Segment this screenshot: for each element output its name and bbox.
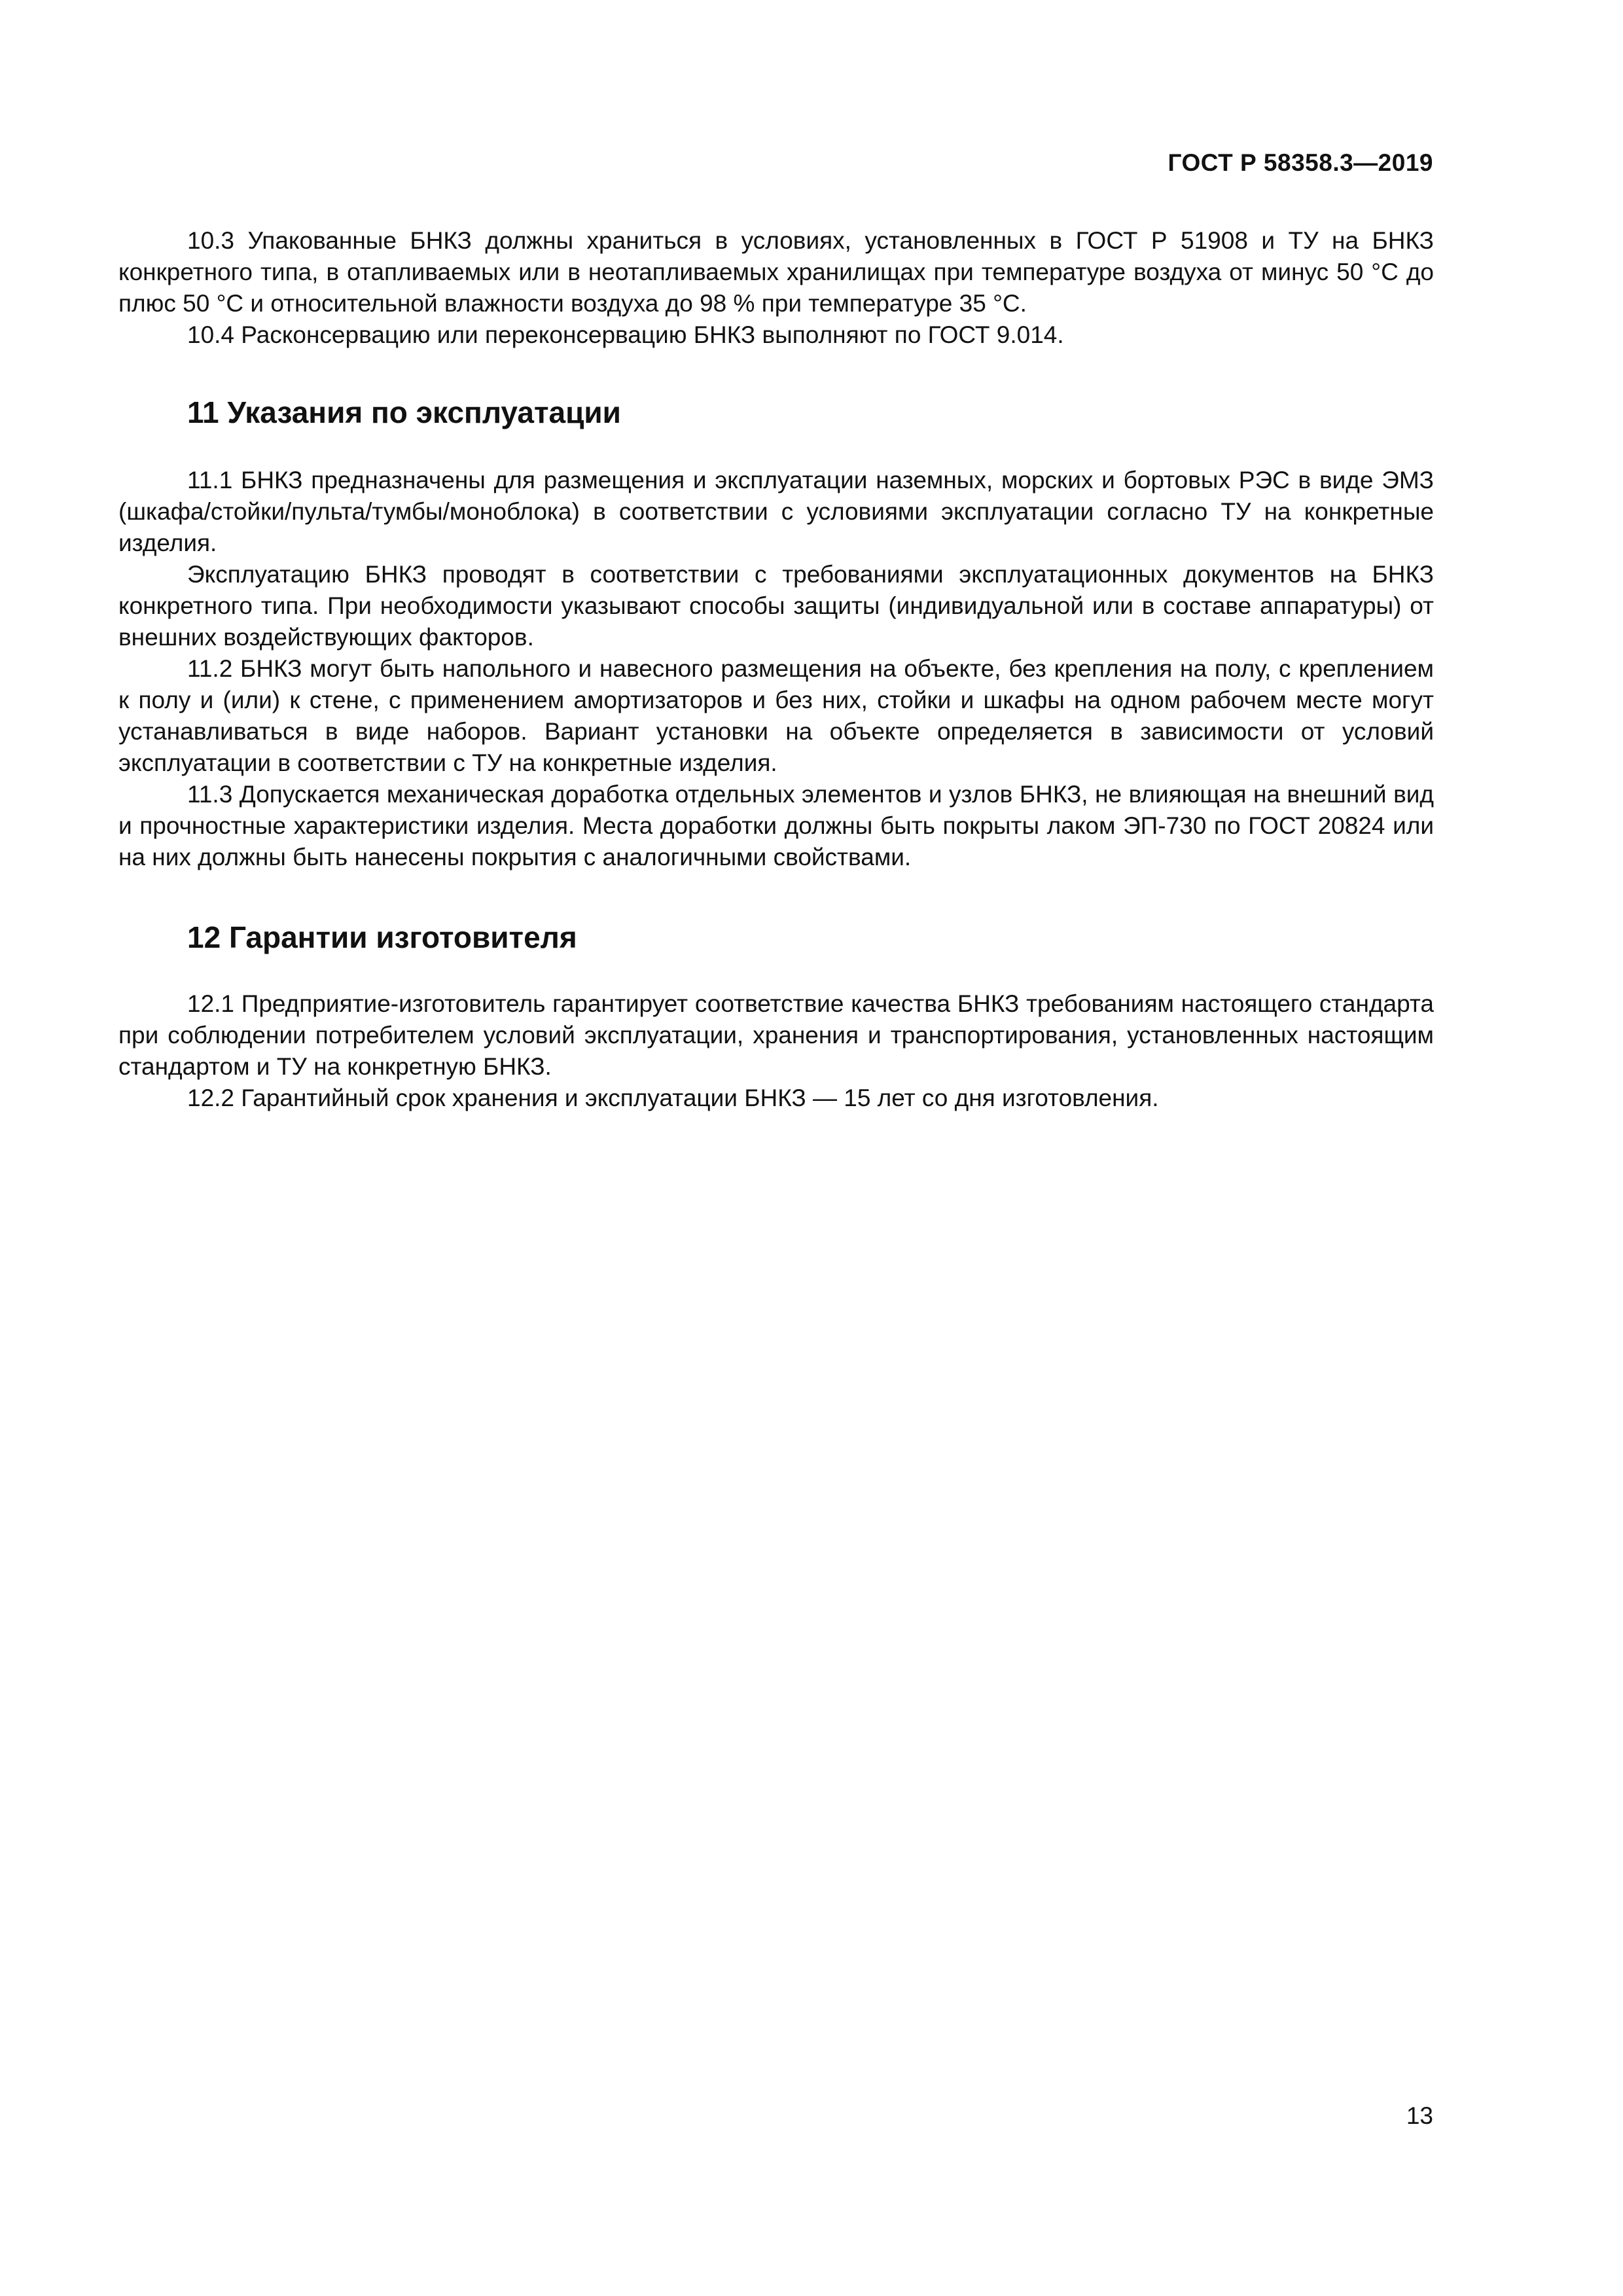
paragraph-11-3: 11.3 Допускается механическая доработка отдельных элементов и узлов БНКЗ, не влияющая на внешний вид и прочностные характеристики изделия. Места доработки должны быть покрыты лаком ЭП-730 по ГОСТ 20824 или на них должны быть нанесены покрытия с аналогичными свойствами.: [118, 781, 1434, 870]
paragraph-12-1: 12.1 Предприятие-изготовитель гарантирует соответствие качества БНКЗ требованиям настоящего стандарта при соблюдении потребителем условий эксплуатации, хранения и транспортирования, установленных настоящим стандартом и ТУ на конкретную БНКЗ.: [118, 990, 1434, 1080]
paragraph-10-3: 10.3 Упакованные БНКЗ должны храниться в условиях, установленных в ГОСТ Р 51908 и ТУ на БНКЗ конкретного типа, в отапливаемых или в неотапливаемых хранилищах при температуре воздуха от минус 50 °С до плюс 50 °С и относительной влажности воздуха до 98 % при температуре 35 °С.: [118, 227, 1434, 317]
page-number: 13: [1406, 2102, 1433, 2129]
section-12-heading: 12 Гарантии изготовителя: [187, 920, 577, 954]
paragraph-11-1: 11.1 БНКЗ предназначены для размещения и эксплуатации наземных, морских и бортовых РЭС в виде ЭМЗ (шкафа/стойки/пульта/тумбы/моноблока) в соответствии с условиями эксплуатации согласно ТУ на конкретные изделия.: [118, 467, 1434, 556]
document-body: [118, 225, 1434, 1114]
paragraph-11-1-continued: Эксплуатацию БНКЗ проводят в соответствии с требованиями эксплуатационных документов на БНКЗ конкретного типа. При необходимости указывают способы защиты (индивидуальной или в составе аппаратуры) от внешних воздействующих факторов.: [118, 561, 1434, 651]
section-11-heading: 11 Указания по эксплуатации: [187, 395, 621, 429]
paragraph-11-2: 11.2 БНКЗ могут быть напольного и навесного размещения на объекте, без крепления на полу, с креплением к полу и (или) к стене, с применением амортизаторов и без них, стойки и шкафы на одном рабочем месте могут устанавливаться в виде наборов. Вариант установки на объекте определяется в зависимости от условий эксплуатации в соответствии с ТУ на конкретные изделия.: [118, 655, 1434, 776]
paragraph-10-4: 10.4 Расконсервацию или переконсервацию БНКЗ выполняют по ГОСТ 9.014.: [187, 321, 1064, 348]
document-standard-id: ГОСТ Р 58358.3—2019: [1168, 149, 1433, 176]
paragraph-12-2: 12.2 Гарантийный срок хранения и эксплуатации БНКЗ — 15 лет со дня изготовления.: [187, 1085, 1159, 1111]
